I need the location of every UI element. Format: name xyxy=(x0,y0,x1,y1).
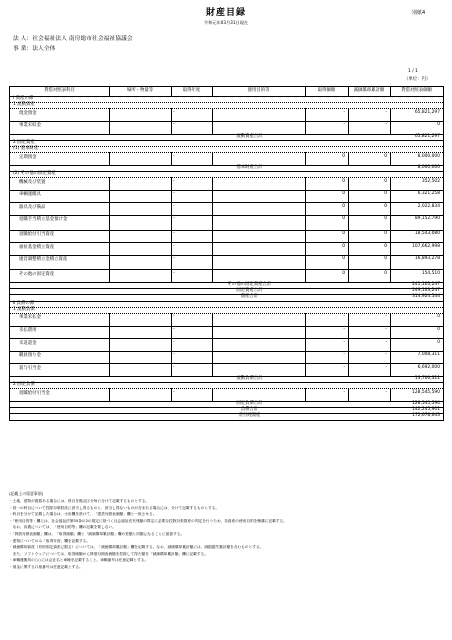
column-header: 貸借対照表科目 xyxy=(44,88,75,94)
book-value: 8,000,000 xyxy=(417,153,440,159)
row-column-rule xyxy=(171,202,172,215)
book-value: 6,321,258 xyxy=(417,191,440,197)
column-header: 取得年度 xyxy=(182,88,201,94)
section-label: 2 固定負債 xyxy=(13,382,35,388)
row-column-rule xyxy=(212,255,213,270)
item-name: 退職給付引当金 xyxy=(19,390,50,396)
acquisition-cost: - xyxy=(343,314,345,320)
acquisition-cost: 0 xyxy=(342,191,345,197)
book-value: 0 xyxy=(437,326,440,332)
row-column-rule xyxy=(212,230,213,243)
row-column-rule xyxy=(171,242,172,255)
subtotal-label: 流動資産合計 xyxy=(236,133,263,139)
subtotal-label: 資産合計 xyxy=(240,294,259,300)
item-name: 退職給付引当資産 xyxy=(19,231,55,237)
subtotal-value: 8,000,000 xyxy=(417,164,440,170)
accumulated-depreciation: 0 xyxy=(384,191,387,197)
section-label: 1 流動資産 xyxy=(13,102,35,108)
subtotal-value: 241,103,247 xyxy=(412,282,440,287)
acquired-year: - xyxy=(173,270,175,276)
book-value: 6,692,000 xyxy=(417,364,440,370)
acquisition-cost: 0 xyxy=(342,243,345,249)
acquisition-cost: - xyxy=(343,389,345,395)
item-name: 現金預金 xyxy=(19,110,37,116)
row-rule xyxy=(10,382,443,383)
note-line: ・預金に関する口座番号は任意記載とする。 xyxy=(9,565,83,569)
row-column-rule xyxy=(171,326,172,339)
row-column-rule xyxy=(171,255,172,270)
acquired-year: - xyxy=(173,326,175,332)
acquired-year: - xyxy=(173,364,175,370)
subtotal-label: 負債合計 xyxy=(240,407,259,413)
business-scope: 事 業：法人全体 xyxy=(13,46,56,52)
item-name: 運営調整積立金積立資産 xyxy=(19,257,68,263)
section-label: Ⅰ 資産の部 xyxy=(13,96,34,101)
row-rule xyxy=(10,108,443,109)
row-column-rule xyxy=(109,338,110,351)
row-rule xyxy=(10,388,443,389)
row-rule xyxy=(10,215,443,216)
section-label: (1) 基本財産 xyxy=(13,146,39,151)
item-name: 未返還金 xyxy=(19,340,37,346)
subtotal-value: 13,700,311 xyxy=(414,376,440,381)
accumulated-depreciation: - xyxy=(385,364,387,370)
row-rule xyxy=(10,202,443,203)
item-name: 福祉基金積立資産 xyxy=(19,244,55,250)
subtotal-value: 142,245,901 xyxy=(412,407,440,413)
accumulated-depreciation: 0 xyxy=(384,178,387,184)
notes-heading: (記載上の留意事項) xyxy=(9,491,44,496)
row-column-rule xyxy=(109,363,110,376)
row-column-rule xyxy=(212,269,213,282)
row-column-rule xyxy=(171,388,172,401)
section-label: 1 流動負債 xyxy=(13,306,35,312)
row-rule xyxy=(10,242,443,243)
row-rule xyxy=(10,230,443,231)
item-name: 機械及び装置 xyxy=(19,179,46,185)
acquisition-cost: 0 xyxy=(342,216,345,222)
acquisition-cost: - xyxy=(343,109,345,115)
header-rule xyxy=(10,96,443,97)
row-column-rule xyxy=(171,177,172,190)
acquisition-cost: - xyxy=(343,352,345,358)
book-value: 0 xyxy=(437,314,440,320)
row-column-rule xyxy=(109,121,110,134)
row-rule xyxy=(10,102,443,103)
book-value: 128,545,590 xyxy=(412,389,440,395)
subtotal-label: 差引純資産 xyxy=(238,413,261,419)
subtotal-label: その他の固定資産合計 xyxy=(227,282,272,287)
acquired-year: - xyxy=(173,178,175,184)
note-line: ・「使用目的等」欄には、社会福祉法第55条の2の規定に基づく社会福祉充実残額の算定に必要な控除対象財産の判定を行うため、各資産の使用目的を簡潔に記載する。 xyxy=(9,518,287,523)
acquired-year: - xyxy=(173,216,175,222)
acquired-year: - xyxy=(173,389,175,395)
book-value: 7,008,311 xyxy=(417,352,440,358)
accumulated-depreciation: - xyxy=(385,122,387,128)
acquired-year: - xyxy=(173,256,175,262)
accumulated-depreciation: 0 xyxy=(384,256,387,262)
item-name: 賞与引当金 xyxy=(19,365,41,371)
header-column-rule xyxy=(390,87,391,96)
row-column-rule xyxy=(212,388,213,401)
book-value: 352,502 xyxy=(421,178,440,184)
acquisition-cost: 0 xyxy=(342,203,345,209)
item-name: 器具及び備品 xyxy=(19,204,46,210)
row-column-rule xyxy=(212,202,213,215)
acquisition-cost: - xyxy=(343,122,345,128)
note-line: ・「貸借対照表価額」欄は、「取得価額」欄と「減価償却累計額」欄の差額と同額になることに留意する。 xyxy=(9,532,185,536)
row-column-rule xyxy=(212,313,213,326)
row-column-rule xyxy=(212,177,213,190)
book-value: 154,510 xyxy=(421,270,440,276)
row-column-rule xyxy=(109,202,110,215)
acquired-year: - xyxy=(173,314,175,320)
accumulated-depreciation: - xyxy=(385,352,387,358)
accumulated-depreciation: 0 xyxy=(384,216,387,222)
accumulated-depreciation: - xyxy=(385,314,387,320)
row-column-rule xyxy=(171,363,172,376)
row-column-rule xyxy=(171,230,172,243)
row-rule xyxy=(10,255,443,256)
page-number: 1 / 1 xyxy=(408,69,418,74)
note-line: ・同一の科目について控除対象財産に該当し得るものと、該当し得ないものが含まれる場合には、分けて記載するものとする。 xyxy=(9,505,220,510)
column-header: 取得価額 xyxy=(317,88,336,94)
row-rule xyxy=(10,307,443,308)
unit-label: （単位：円） xyxy=(404,77,431,82)
row-column-rule xyxy=(109,215,110,230)
subtotal-value: 249,103,247 xyxy=(412,288,440,294)
subtotal-label: 固定負債合計 xyxy=(236,401,263,406)
note-line: ・減価償却資産（有形固定資産に限る）については、「減価償却累計額」欄を記載する。なお、減価償却累計額には、減損損失累計額を含むものとする。 xyxy=(9,545,264,550)
item-name: その他の固定資産 xyxy=(19,271,55,277)
row-rule xyxy=(10,363,443,364)
header-column-rule xyxy=(171,87,172,96)
item-name: 未払費用 xyxy=(19,327,37,333)
accumulated-depreciation: - xyxy=(385,339,387,345)
item-name: 退職手当積立基金預け金 xyxy=(19,217,68,223)
book-value: 2,022,834 xyxy=(417,203,440,209)
row-column-rule xyxy=(109,269,110,282)
book-value: 107,662,998 xyxy=(412,243,440,249)
note-line: ・車輌運搬具の○○には会社名と車種を記載すること。車輌番号は任意記載とする。 xyxy=(9,558,149,563)
row-column-rule xyxy=(109,190,110,203)
acquisition-cost: 0 xyxy=(342,270,345,276)
row-rule xyxy=(10,338,443,339)
row-column-rule xyxy=(212,351,213,364)
header-column-rule xyxy=(348,87,349,96)
row-rule xyxy=(10,301,443,302)
row-column-rule xyxy=(171,269,172,282)
row-column-rule xyxy=(171,351,172,364)
row-column-rule xyxy=(171,338,172,351)
row-column-rule xyxy=(109,242,110,255)
document-title: 財産目録 xyxy=(205,8,246,18)
acquired-year: - xyxy=(173,109,175,115)
item-name: 定期預金 xyxy=(19,154,37,160)
row-column-rule xyxy=(109,230,110,243)
column-header: 減価償却累計額 xyxy=(353,88,385,94)
accumulated-depreciation: 0 xyxy=(384,243,387,249)
header-column-rule xyxy=(305,87,306,96)
acquired-year: - xyxy=(173,191,175,197)
acquired-year: - xyxy=(173,230,175,236)
row-column-rule xyxy=(212,338,213,351)
row-column-rule xyxy=(212,215,213,230)
subtotal-label: 固定資産合計 xyxy=(236,288,263,294)
form-number: 別紙4 xyxy=(412,10,426,16)
row-column-rule xyxy=(171,190,172,203)
row-rule xyxy=(10,313,443,314)
acquisition-cost: 0 xyxy=(342,256,345,262)
row-rule xyxy=(10,177,443,178)
accumulated-depreciation: 0 xyxy=(384,203,387,209)
book-value: 0 xyxy=(437,122,440,128)
subtotal-value: 128,545,590 xyxy=(412,401,440,406)
book-value: 16,893,278 xyxy=(414,256,440,262)
book-value: 65,821,297 xyxy=(414,109,440,115)
accumulated-depreciation: 0 xyxy=(384,270,387,276)
section-label: 2 固定資産 xyxy=(13,139,35,145)
column-header: 場所・物量等 xyxy=(126,88,154,94)
row-column-rule xyxy=(109,326,110,339)
column-header: 使用目的等 xyxy=(247,88,270,94)
acquisition-cost: - xyxy=(343,364,345,370)
note-line: ・科目を分けて記載した場合は、小計欄を設けて、「建設対照表価額」欄と一致させる。 xyxy=(9,512,157,517)
acquired-year: - xyxy=(173,203,175,209)
acquired-year: - xyxy=(173,243,175,249)
row-rule xyxy=(10,190,443,191)
accumulated-depreciation: 0 xyxy=(384,230,387,236)
note-line: ・建物についてのみ「取得年度」欄を記載する。 xyxy=(9,538,91,543)
subtotal-label: 流動負債合計 xyxy=(236,376,263,381)
acquired-year: - xyxy=(173,352,175,358)
note-line: ・土地、建物が複数ある場合には、科目を拠点区分毎に分けて記載するものとする。 xyxy=(9,499,150,503)
accumulated-depreciation: - xyxy=(385,389,387,395)
acquisition-cost: 0 xyxy=(342,230,345,236)
book-value: 89,152,790 xyxy=(414,216,440,222)
row-rule xyxy=(10,351,443,352)
column-header: 貸借対照表価額 xyxy=(401,88,432,94)
row-column-rule xyxy=(109,351,110,364)
row-column-rule xyxy=(212,363,213,376)
header-column-rule xyxy=(109,87,110,96)
accumulated-depreciation: 0 xyxy=(384,153,387,159)
item-name: 事業未払金 xyxy=(19,315,41,321)
subtotal-value: 65,821,297 xyxy=(414,133,440,139)
row-column-rule xyxy=(212,326,213,339)
row-column-rule xyxy=(171,313,172,326)
row-rule xyxy=(10,171,443,172)
acquisition-cost: 0 xyxy=(342,153,345,159)
row-column-rule xyxy=(109,388,110,401)
row-rule xyxy=(10,269,443,270)
item-name: 車輌運搬具 xyxy=(19,192,41,198)
row-column-rule xyxy=(171,108,172,121)
row-column-rule xyxy=(171,152,172,165)
row-column-rule xyxy=(212,152,213,165)
row-column-rule xyxy=(212,242,213,255)
row-rule xyxy=(10,140,443,141)
row-column-rule xyxy=(109,177,110,190)
row-column-rule xyxy=(109,313,110,326)
row-rule xyxy=(10,121,443,122)
row-column-rule xyxy=(171,215,172,230)
acquisition-cost: - xyxy=(343,339,345,345)
item-name: 職員預り金 xyxy=(19,353,41,359)
acquisition-cost: - xyxy=(343,326,345,332)
row-rule xyxy=(10,146,443,147)
row-column-rule xyxy=(109,152,110,165)
row-column-rule xyxy=(212,121,213,134)
note-line: なお、負債については、「使用目的等」欄の記載を要しない。 xyxy=(9,525,116,530)
accumulated-depreciation: - xyxy=(385,109,387,115)
row-column-rule xyxy=(109,108,110,121)
section-label: Ⅱ 負債の部 xyxy=(13,300,35,306)
asset-inventory-table xyxy=(9,86,444,421)
subtotal-value: 314,924,544 xyxy=(412,294,440,300)
acquired-year: - xyxy=(173,122,175,128)
note-line: また、ソフトウェアについては、取得価額から貸借対照表価額を控除して得た額を「減価償却累計額」欄に記載する。 xyxy=(9,551,208,556)
accumulated-depreciation: - xyxy=(385,326,387,332)
acquired-year: - xyxy=(173,339,175,345)
section-label: (2) その他の固定資産 xyxy=(13,171,56,176)
row-column-rule xyxy=(109,255,110,270)
item-name: 事業未収金 xyxy=(19,123,41,129)
book-value: 18,543,080 xyxy=(414,230,440,236)
row-column-rule xyxy=(171,121,172,134)
book-value: 0 xyxy=(437,339,440,345)
row-column-rule xyxy=(212,190,213,203)
row-column-rule xyxy=(212,108,213,121)
acquired-year: - xyxy=(173,153,175,159)
row-rule xyxy=(10,152,443,153)
acquisition-cost: 0 xyxy=(342,178,345,184)
subtotal-value: 172,678,643 xyxy=(412,413,440,419)
row-rule xyxy=(10,326,443,327)
corporation-name: 法 人：社会福祉法人 南房総市社会福祉協議会 xyxy=(13,36,133,42)
subtotal-label: 基本財産合計 xyxy=(236,164,263,170)
as-of-date: 令和元年03月31日現在 xyxy=(203,20,249,25)
header-column-rule xyxy=(212,87,213,96)
